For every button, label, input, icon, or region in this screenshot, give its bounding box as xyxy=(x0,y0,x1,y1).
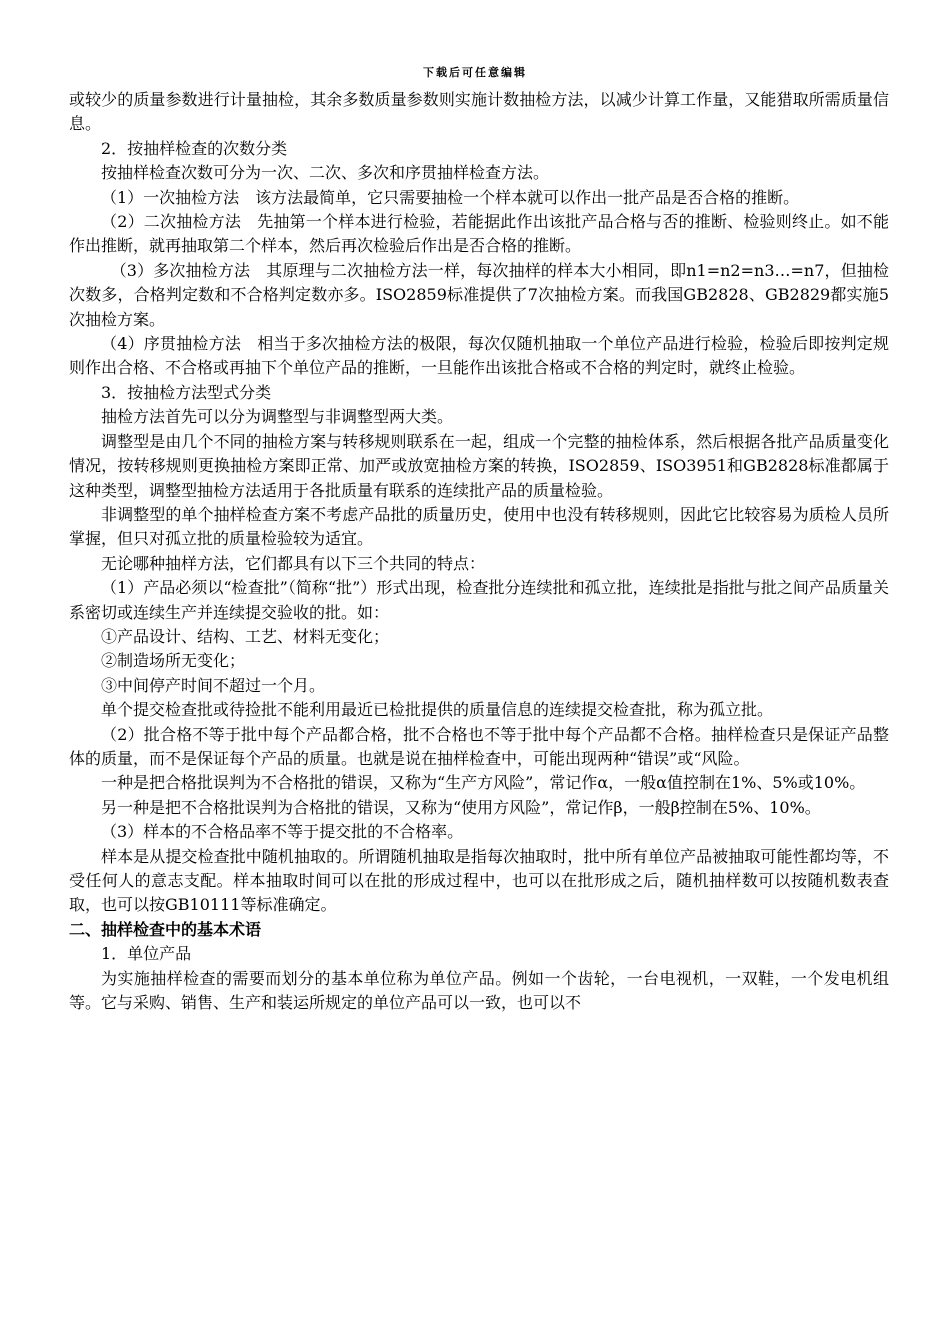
paragraph: 或较少的质量参数进行计量抽检，其余多数质量参数则实施计数抽检方法，以减少计算工作量，又能猎取所需质量信息。 xyxy=(69,90,889,134)
paragraph: 样本是从提交检查批中随机抽取的。所谓随机抽取是指每次抽取时，批中所有单位产品被抽取可能性都均等，不受任何人的意志支配。样本抽取时间可以在批的形成过程中，也可以在批形成之后，随机抽样数可以按随机数表查取，也可以按GB10111等标准确定。 xyxy=(69,846,889,915)
paragraph: （1）产品必须以“检查批”（简称“批”）形式出现，检查批分连续批和孤立批，连续批是指批与批之间产品质量关系密切或连续生产并连续提交验收的批。如： xyxy=(69,578,889,622)
document-body xyxy=(69,88,889,1015)
paragraph: （3）多次抽检方法 其原理与二次抽检方法一样，每次抽样的样本大小相同，即n1=n2=n3…=n7，但抽检次数多，合格判定数和不合格判定数亦多。ISO2859标准提供了7次抽检方案。而我国GB2828、GB2829都实施5次抽检方案。 xyxy=(69,260,889,329)
paragraph: 一种是把合格批误判为不合格批的错误，又称为“生产方风险”，常记作α，一般α值控制在1%、5%或10%。 xyxy=(101,773,866,793)
paragraph: 抽检方法首先可以分为调整型与非调整型两大类。 xyxy=(101,407,454,427)
paragraph: （3）样本的不合格品率不等于提交批的不合格率。 xyxy=(101,822,464,842)
paragraph: 按抽样检查次数可分为一次、二次、多次和序贯抽样检查方法。 xyxy=(101,163,550,183)
paragraph: 另一种是把不合格批误判为合格批的错误，又称为“使用方风险”，常记作β，一般β控制在5%、10%。 xyxy=(101,797,821,817)
paragraph: 单个提交检查批或待捡批不能利用最近已检批提供的质量信息的连续提交检查批，称为孤立批。 xyxy=(101,700,774,720)
paragraph: 2．按抽样检查的次数分类 xyxy=(101,138,288,158)
paragraph: 调整型是由几个不同的抽检方案与转移规则联系在一起，组成一个完整的抽检体系，然后根据各批产品质量变化情况，按转移规则更换抽检方案即正常、加严或放宽抽检方案的转换，ISO2859、ISO3951和GB2828标准都属于这种类型，调整型抽检方法适用于各批质量有联系的连续批产品的质量检验。 xyxy=(69,431,889,500)
paragraph: ②制造场所无变化； xyxy=(101,651,246,671)
paragraph: 3．按抽检方法型式分类 xyxy=(101,382,272,402)
paragraph: （2）批合格不等于批中每个产品都合格，批不合格也不等于批中每个产品都不合格。抽样检查只是保证产品整体的质量，而不是保证每个产品的质量。也就是说在抽样检查中，可能出现两种“错误”或“风险。 xyxy=(69,724,889,768)
paragraph: 无论哪种抽样方法，它们都具有以下三个共同的特点： xyxy=(101,553,486,573)
paragraph: 非调整型的单个抽样检查方案不考虑产品批的质量历史，使用中也没有转移规则，因此它比较容易为质检人员所掌握，但只对孤立批的质量检验较为适宜。 xyxy=(69,504,889,549)
section-heading: 二、抽样检查中的基本术语 xyxy=(69,919,262,939)
paragraph: （4）序贯抽检方法 相当于多次抽检方法的极限，每次仅随机抽取一个单位产品进行检验，检验后即按判定规则作出合格、不合格或再抽下个单位产品的推断，一旦能作出该批合格或不合格的判定时，就终止检验。 xyxy=(69,334,889,378)
paragraph: 为实施抽样检查的需要而划分的基本单位称为单位产品。例如一个齿轮，一台电视机，一双鞋，一个发电机组等。它与采购、销售、生产和装运所规定的单位产品可以一致，也可以不 xyxy=(69,968,889,1013)
page-header: 下载后可任意编辑 xyxy=(423,66,527,79)
paragraph: ①产品设计、结构、工艺、材料无变化； xyxy=(101,626,390,646)
paragraph: （2）二次抽检方法 先抽第一个样本进行检验，若能据此作出该批产品合格与否的推断、检验则终止。如不能作出推断，就再抽取第二个样本，然后再次检验后作出是否合格的推断。 xyxy=(69,212,889,256)
paragraph: （1）一次抽检方法 该方法最简单，它只需要抽检一个样本就可以作出一批产品是否合格的推断。 xyxy=(101,187,800,207)
paragraph: 1．单位产品 xyxy=(101,944,192,964)
paragraph: ③中间停产时间不超过一个月。 xyxy=(101,675,326,695)
